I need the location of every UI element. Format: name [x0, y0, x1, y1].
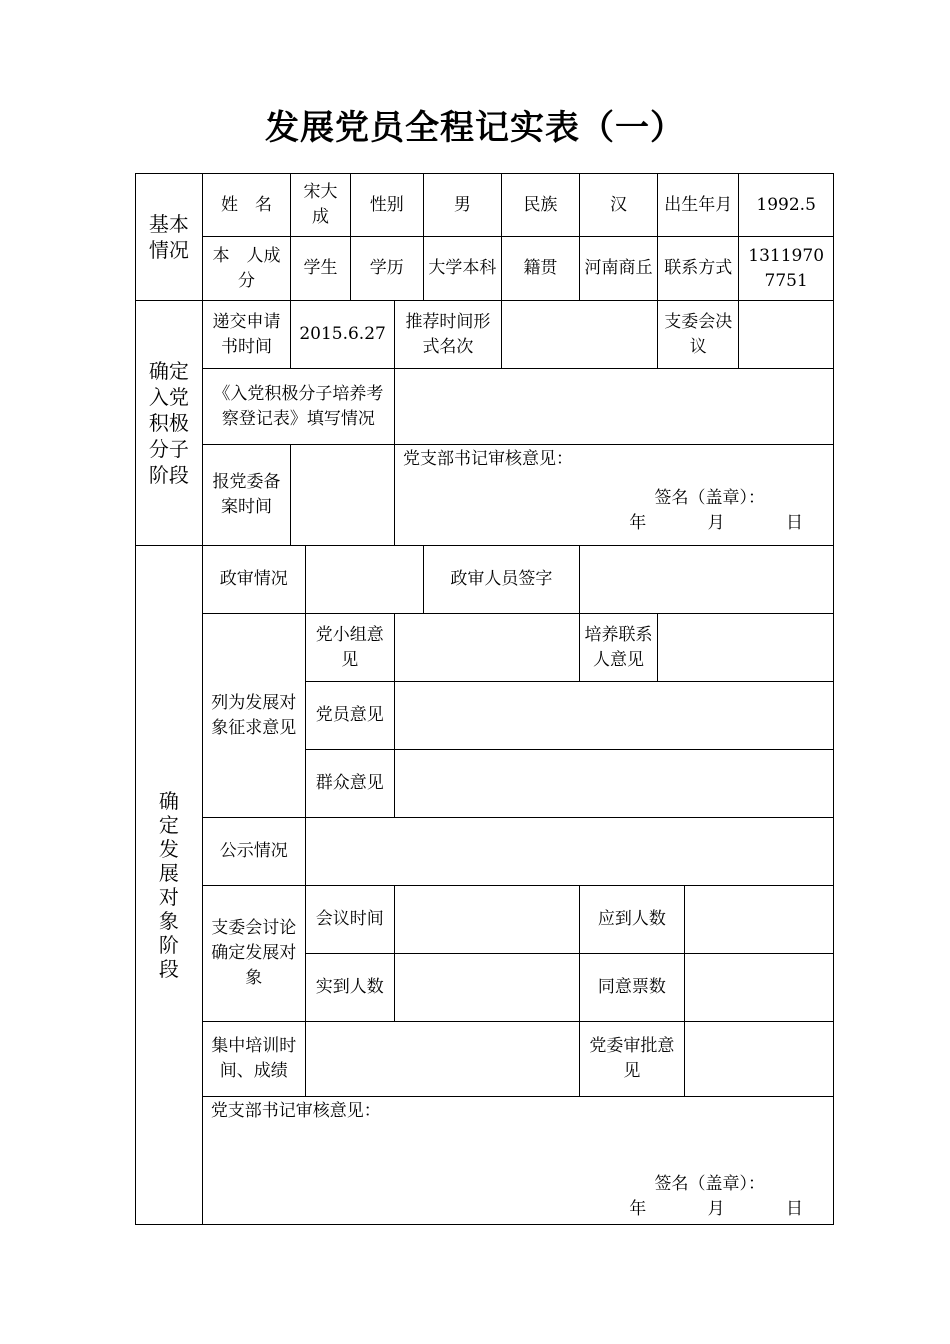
register-form-value[interactable]: [395, 369, 834, 445]
candidate-signature-label: 签名（盖章）：: [654, 1174, 765, 1194]
political-review-value[interactable]: [305, 546, 423, 614]
reviewer-sign-value[interactable]: [580, 546, 834, 614]
apply-time-label: 递交申请书时间: [202, 301, 290, 369]
activist-date-day: 日: [786, 513, 803, 533]
training-value[interactable]: [305, 1022, 579, 1097]
apply-time-value[interactable]: 2015.6.27: [291, 301, 395, 369]
activist-date-year: 年: [629, 513, 647, 533]
agree-value[interactable]: [684, 954, 833, 1022]
committee-label: 支委会讨论确定发展对象: [202, 886, 305, 1022]
recommend-label: 推荐时间形式名次: [395, 301, 502, 369]
section-candidate: 确定发展对象阶段: [136, 546, 203, 1225]
actual-value[interactable]: [395, 954, 580, 1022]
page-title: 发展党员全程记实表（一）: [265, 108, 685, 148]
register-form-label: 《入党积极分子培养考察登记表》填写情况: [202, 369, 394, 445]
contact-value[interactable]: 13119707751: [739, 237, 834, 301]
mentor-opinion-value[interactable]: [658, 614, 834, 682]
status-value[interactable]: 学生: [291, 237, 351, 301]
name-label: 姓 名: [202, 174, 290, 237]
native-label: 籍贯: [501, 237, 579, 301]
gender-label: 性别: [350, 174, 423, 237]
activist-secretary-opinion[interactable]: [395, 445, 834, 546]
birth-label: 出生年月: [658, 174, 739, 237]
publicity-label: 公示情况: [202, 818, 305, 886]
candidate-date-day: 日: [786, 1199, 803, 1219]
native-value[interactable]: 河南商丘: [580, 237, 658, 301]
meeting-time-label: 会议时间: [305, 886, 394, 954]
name-value[interactable]: 宋大成: [291, 174, 351, 237]
contact-label: 联系方式: [658, 237, 739, 301]
activist-secretary-opinion-label: 党支部书记审核意见：: [403, 449, 573, 469]
group-opinion-label: 党小组意 见: [305, 614, 394, 682]
education-value[interactable]: 大学本科: [423, 237, 501, 301]
report-time-value[interactable]: [291, 445, 395, 546]
candidate-date-month: 月: [707, 1199, 725, 1219]
report-time-label: 报党委备案时间: [202, 445, 290, 546]
candidate-date-year: 年: [629, 1199, 647, 1219]
expected-label: 应到人数: [580, 886, 685, 954]
member-opinion-value[interactable]: [395, 682, 834, 750]
group-opinion-value[interactable]: [395, 614, 580, 682]
activist-date: [403, 511, 825, 536]
education-label: 学历: [350, 237, 423, 301]
candidate-secretary-opinion-label: 党支部书记审核意见：: [210, 1101, 381, 1121]
ethnicity-label: 民族: [501, 174, 579, 237]
section-basic: 基本情况: [136, 174, 203, 301]
public-opinion-label: 群众意见: [305, 750, 394, 818]
political-review-label: 政审情况: [202, 546, 305, 614]
recommend-value[interactable]: [501, 301, 657, 369]
activist-signature-label: 签名（盖章）：: [654, 488, 765, 508]
agree-label: 同意票数: [580, 954, 685, 1022]
mentor-opinion-label: 培养联系人意见: [580, 614, 658, 682]
approval-value[interactable]: [684, 1022, 833, 1097]
public-opinion-value[interactable]: [395, 750, 834, 818]
branch-resolution-label: 支委会决 议: [658, 301, 739, 369]
activist-date-month: 月: [707, 513, 725, 533]
meeting-time-value[interactable]: [395, 886, 580, 954]
solicit-label: 列为发展对象征求意见: [202, 614, 305, 818]
candidate-date: [211, 1197, 825, 1222]
publicity-value[interactable]: [305, 818, 833, 886]
birth-value[interactable]: 1992.5: [739, 174, 834, 237]
reviewer-sign-label: 政审人员签字: [423, 546, 579, 614]
gender-value[interactable]: 男: [423, 174, 501, 237]
approval-label: 党委审批意见: [580, 1022, 685, 1097]
record-table: [135, 173, 834, 1225]
ethnicity-value[interactable]: 汉: [580, 174, 658, 237]
candidate-secretary-opinion[interactable]: [202, 1097, 833, 1225]
status-label: 本 人成 分: [202, 237, 290, 301]
actual-label: 实到人数: [305, 954, 394, 1022]
section-activist: 确定入党积极分子阶段: [136, 301, 203, 546]
branch-resolution-value[interactable]: [739, 301, 834, 369]
training-label: 集中培训时间、成绩: [202, 1022, 305, 1097]
member-opinion-label: 党员意见: [305, 682, 394, 750]
expected-value[interactable]: [684, 886, 833, 954]
